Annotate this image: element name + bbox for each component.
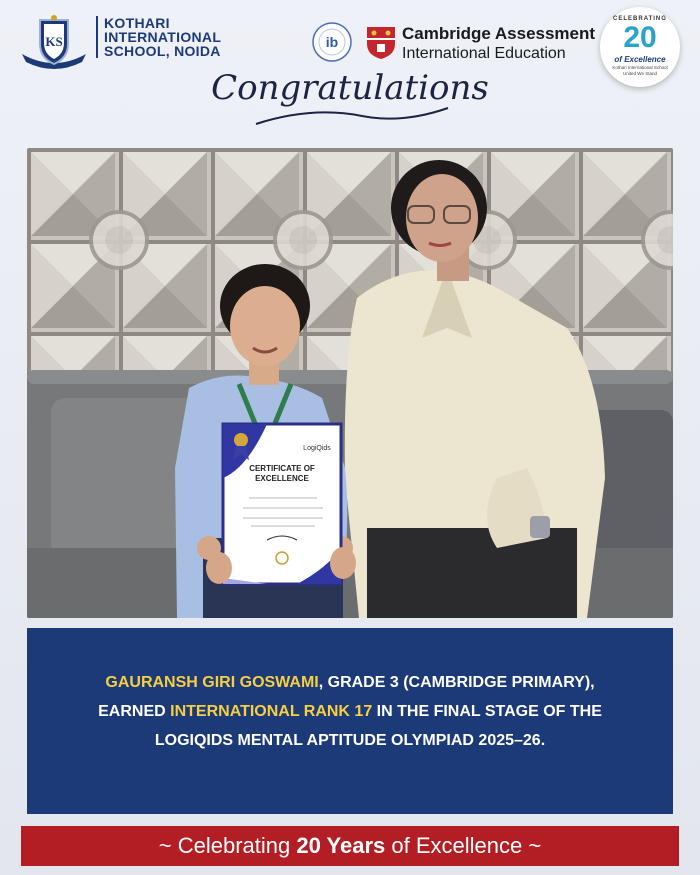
certificate-image: [223, 424, 341, 584]
title-swash-decoration: [252, 104, 452, 130]
school-crest-logo: [18, 14, 90, 72]
school-name-line-2: INTERNATIONAL: [104, 29, 222, 45]
school-name-line-3: SCHOOL, NOIDA: [104, 43, 221, 59]
footer-bold: 20 Years: [296, 833, 386, 858]
badge-number: 20: [623, 21, 657, 54]
announcement-part-3: IN THE FINAL STAGE OF THE: [372, 703, 602, 720]
certificate-title-line-1: CERTIFICATE OF: [249, 464, 315, 473]
badge-small-line-2: United We Stand: [623, 71, 657, 76]
cambridge-line-2: International Education: [402, 45, 566, 62]
certificate-title-line-2: EXCELLENCE: [255, 474, 309, 483]
student-name: GAURANSH GIRI GOSWAMI: [105, 674, 319, 691]
ib-logo: [312, 22, 352, 62]
badge-small-line-1: Kothari International School: [612, 65, 668, 70]
announcement-panel: [27, 628, 673, 814]
announcement-text: [47, 668, 653, 755]
award-photo: [27, 148, 673, 618]
footer-suffix: of Excellence ~: [385, 833, 542, 858]
congratulations-heading: Congratulations: [211, 68, 489, 108]
school-name-line-1: KOTHARI: [104, 15, 170, 31]
footer-banner: [21, 826, 679, 866]
cambridge-shield-icon: [366, 26, 396, 60]
badge-subtitle: of Excellence: [614, 55, 666, 64]
school-name: [96, 16, 221, 58]
cambridge-line-1: Cambridge Assessment: [402, 24, 596, 43]
announcement-part-4: LOGIQIDS MENTAL APTITUDE OLYMPIAD 2025–26.: [154, 732, 546, 749]
rank-highlight: INTERNATIONAL RANK 17: [170, 703, 373, 720]
footer-prefix: ~ Celebrating: [158, 833, 297, 858]
announcement-part-2: EARNED: [98, 703, 171, 720]
crest-letters: KS: [45, 34, 63, 49]
cambridge-logo-text: [402, 24, 595, 63]
ib-letters: ib: [325, 34, 339, 50]
badge-top-text: CELEBRATING: [613, 16, 667, 22]
announcement-part-1: , GRADE 3 (CAMBRIDGE PRIMARY),: [318, 674, 595, 691]
certificate-brand: LogiQids: [303, 445, 331, 452]
